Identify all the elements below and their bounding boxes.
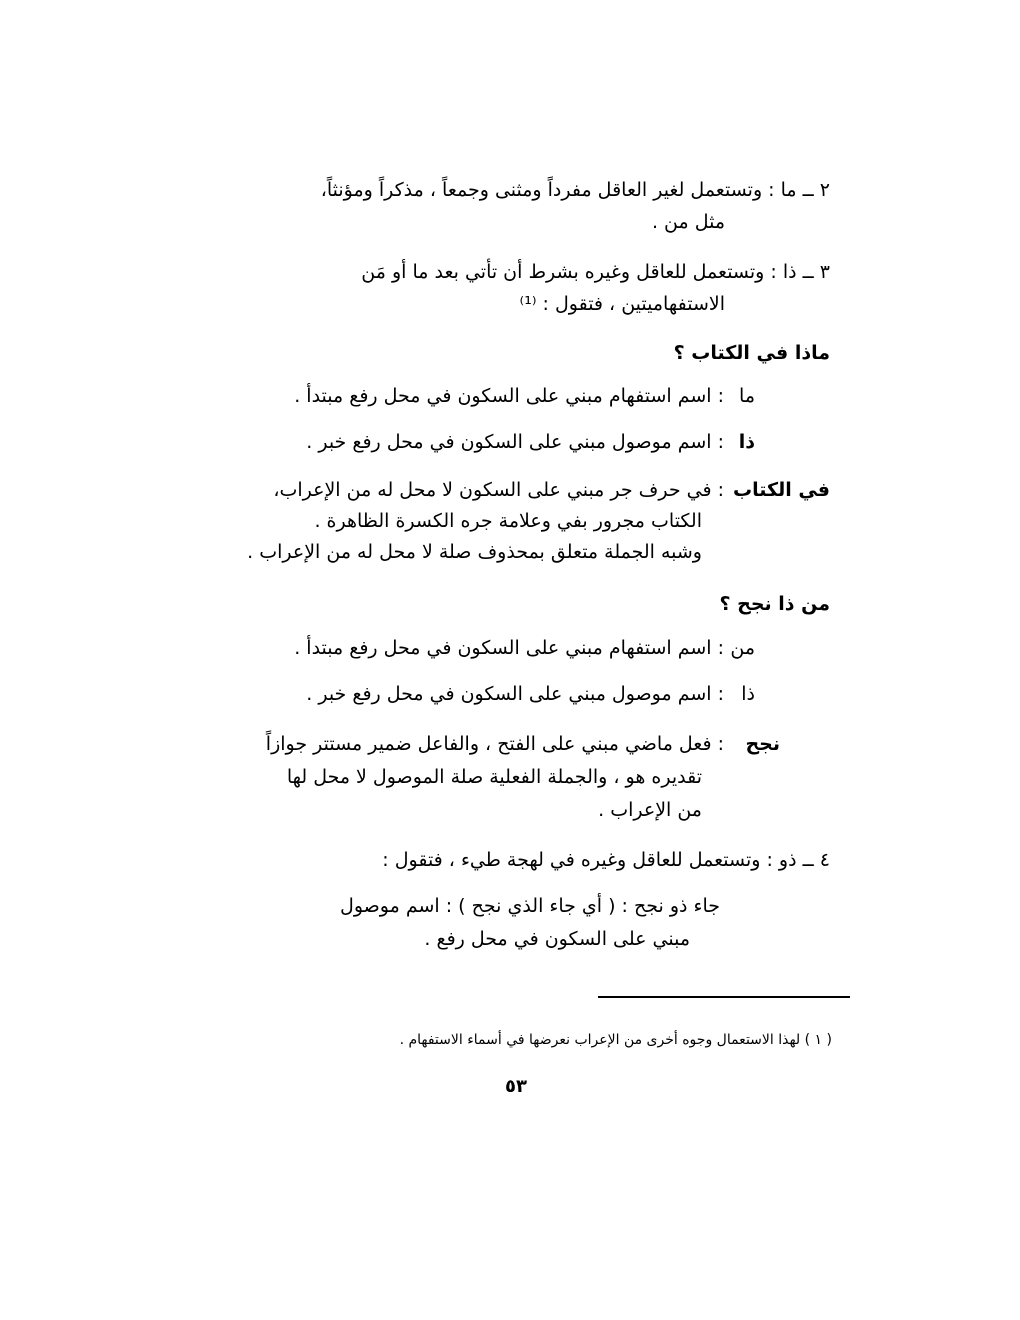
example-3-line-2: مبني على السكون في محل رفع . <box>424 928 690 950</box>
item-3-line-2: الاستفهاميتين ، فتقول : ⁽¹⁾ <box>519 293 725 315</box>
analysis-dha2-term: ذا <box>741 683 755 705</box>
analysis-fil-kitab-term: في الكتاب <box>733 479 830 501</box>
item-4-line-1: ٤ ــ ذو : وتستعمل للعاقل وغيره في لهجة طيء ، فتقول : <box>382 849 830 871</box>
analysis-man-term: من <box>730 637 755 659</box>
analysis-man-text: : اسم استفهام مبني على السكون في محل رفع مبتدأ . <box>294 637 724 659</box>
analysis-najaha-term: نجح <box>745 733 780 755</box>
example-1-heading: ماذا في الكتاب ؟ <box>673 342 830 364</box>
analysis-najaha-text: : فعل ماضي مبني على الفتح ، والفاعل ضمير مستتر جوازاً <box>265 733 724 755</box>
item-2-line-1: ٢ ــ ما : وتستعمل لغير العاقل مفرداً ومثنى وجمعاً ، مذكراً ومؤنثاً، <box>320 179 830 201</box>
analysis-najaha-cont-2: من الإعراب . <box>598 799 702 821</box>
analysis-fil-kitab-cont-1: الكتاب مجرور بفي وعلامة جره الكسرة الظاهرة . <box>314 510 702 532</box>
example-3-line-1: جاء ذو نجح : ( أي جاء الذي نجح ) : اسم موصول <box>340 895 720 917</box>
item-2-line-2: مثل من . <box>651 211 725 233</box>
example-2-heading: من ذا نجح ؟ <box>719 593 830 615</box>
analysis-dha2-text: : اسم موصول مبني على السكون في محل رفع خبر . <box>306 683 724 705</box>
item-3-line-1: ٣ ــ ذا : وتستعمل للعاقل وغيره بشرط أن تأتي بعد ما أو مَن <box>361 261 830 283</box>
analysis-ma-term: ما <box>739 385 755 407</box>
footnote: ( ١ ) لهذا الاستعمال وجوه أخرى من الإعراب نعرضها في أسماء الاستفهام . <box>399 1032 832 1048</box>
analysis-dha-term: ذا <box>738 431 755 453</box>
footnote-divider <box>598 996 850 998</box>
analysis-fil-kitab-text: : في حرف جر مبني على السكون لا محل له من الإعراب، <box>273 479 724 501</box>
page-number: ٥٣ <box>505 1076 527 1097</box>
analysis-dha-text: : اسم موصول مبني على السكون في محل رفع خبر . <box>306 431 724 453</box>
analysis-ma-text: : اسم استفهام مبني على السكون في محل رفع مبتدأ . <box>294 385 724 407</box>
analysis-najaha-cont-1: تقديره هو ، والجملة الفعلية صلة الموصول لا محل لها <box>286 766 702 788</box>
analysis-fil-kitab-cont-2: وشبه الجملة متعلق بمحذوف صلة لا محل له من الإعراب . <box>247 541 702 563</box>
